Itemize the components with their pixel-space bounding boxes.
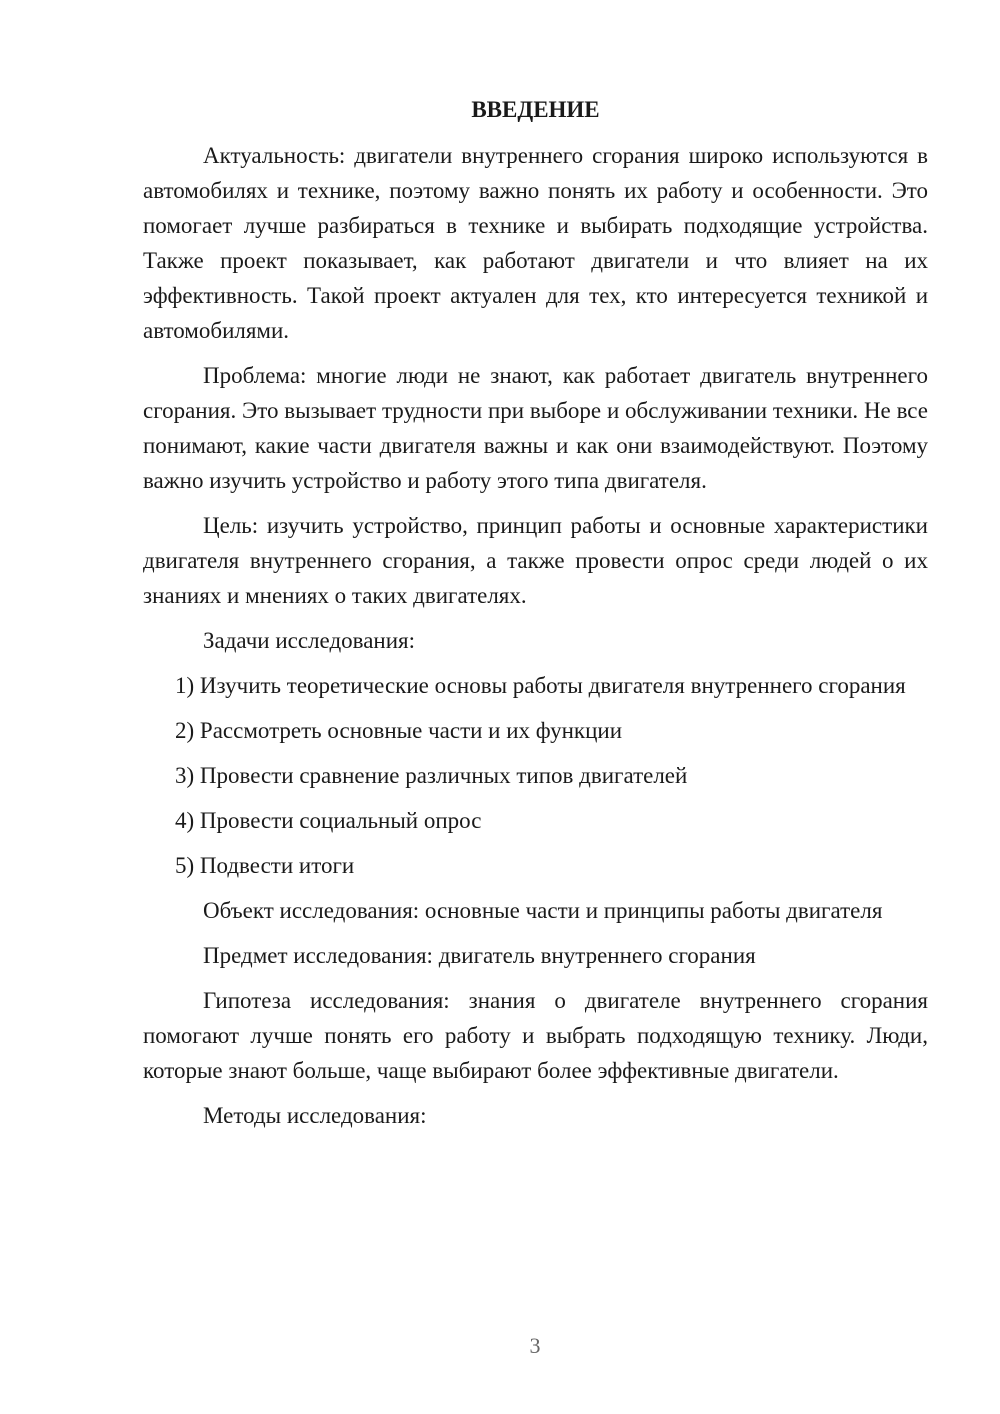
list-item: 5) Подвести итоги bbox=[175, 853, 355, 878]
paragraph-hypothesis: Гипотеза исследования: знания о двигателе внутреннего сгорания помогают лучше понять его работу и выбрать подходящую технику. Люди, которые знают больше, чаще выбирают более эффективные двигатели. bbox=[143, 988, 928, 1083]
paragraph-subject: Предмет исследования: двигатель внутреннего сгорания bbox=[203, 943, 756, 968]
list-item: 4) Провести социальный опрос bbox=[175, 808, 482, 833]
page-content bbox=[143, 92, 928, 1143]
paragraph-goal: Цель: изучить устройство, принцип работы и основные характеристики двигателя внутреннего сгорания, а также провести опрос среди людей о их знаниях и мнениях о таких двигателях. bbox=[143, 513, 928, 608]
methods-heading: Методы исследования: bbox=[203, 1103, 427, 1128]
list-item: 3) Провести сравнение различных типов двигателей bbox=[175, 763, 688, 788]
page-title: ВВЕДЕНИЕ bbox=[471, 97, 600, 122]
list-item: 2) Рассмотреть основные части и их функции bbox=[175, 718, 623, 743]
tasks-heading: Задачи исследования: bbox=[203, 628, 416, 653]
tasks-list bbox=[143, 668, 928, 883]
paragraph-object: Объект исследования: основные части и принципы работы двигателя bbox=[203, 898, 883, 923]
paragraph-problem: Проблема: многие люди не знают, как работает двигатель внутреннего сгорания. Это вызывает трудности при выборе и обслуживании техники. Не все понимают, какие части двигателя важны и как они взаимодействуют. Поэтому важно изучить устройство и работу этого типа двигателя. bbox=[143, 363, 928, 493]
list-item: 1) Изучить теоретические основы работы двигателя внутреннего сгорания bbox=[175, 673, 906, 698]
page-number: 3 bbox=[529, 1333, 541, 1358]
paragraph-relevance: Актуальность: двигатели внутреннего сгорания широко используются в автомобилях и технике, поэтому важно понять их работу и особенности. Это помогает лучше разбираться в технике и выбирать подходящие устройства. Также проект показывает, как работают двигатели и что влияет на их эффективность. Такой проект актуален для тех, кто интересуется техникой и автомобилями. bbox=[143, 143, 928, 343]
